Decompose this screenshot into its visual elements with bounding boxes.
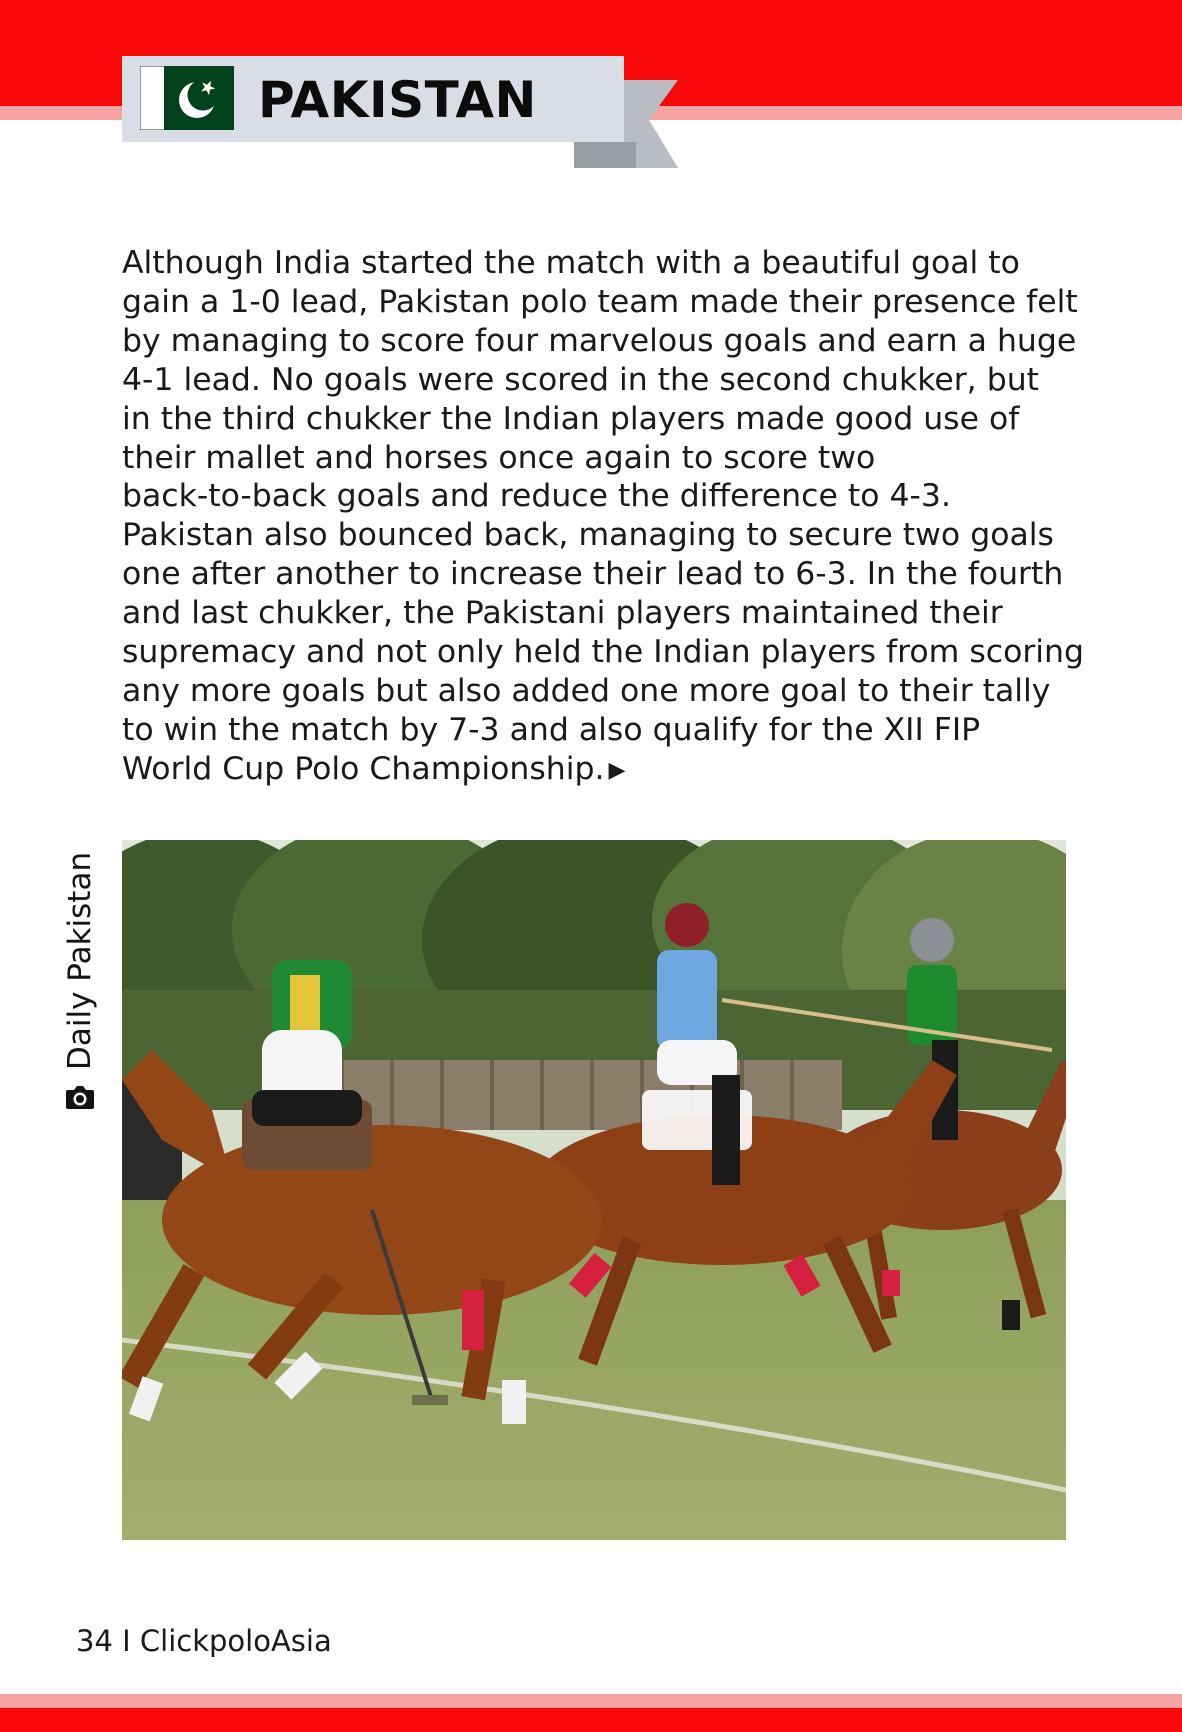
article-line: one after another to increase their lead to 6-3. In the fourth [122, 556, 1064, 593]
polo-match-photo [122, 840, 1066, 1540]
article-line: in the third chukker the Indian players made good use of [122, 400, 1020, 437]
article-body [122, 244, 1085, 791]
article-line: by managing to score four marvelous goals and earn a huge [122, 322, 1077, 359]
article-line-last [122, 750, 1082, 791]
photo-credit-text: Daily Pakistan [62, 851, 98, 1070]
article-line: to win the match by 7-3 and also qualify for the XII FIP [122, 711, 981, 748]
footer-pink-stripe [0, 1694, 1182, 1708]
article-line: their mallet and horses once again to score two [122, 439, 876, 476]
banner-ribbon-shadow [574, 142, 636, 168]
page-footer [76, 1624, 332, 1658]
article-line: Although India started the match with a beautiful goal to [122, 245, 1020, 281]
article-line: Pakistan also bounced back, managing to secure two goals [122, 517, 1054, 554]
footer-red-bar [0, 1708, 1182, 1732]
footer-separator: I [122, 1624, 131, 1658]
publication-name: ClickpoloAsia [139, 1624, 332, 1658]
pakistan-flag-icon [140, 66, 234, 130]
article-line: gain a 1-0 lead, Pakistan polo team made their presence felt [122, 283, 1078, 320]
article-line: supremacy and not only held the Indian players from scoring [122, 634, 1085, 671]
article-line: any more goals but also added one more goal to their tally [122, 672, 1051, 709]
article-line: back-to-back goals and reduce the difference to 4-3. [122, 478, 951, 515]
page-title: PAKISTAN [258, 71, 537, 129]
article-line: World Cup Polo Championship. [122, 750, 605, 787]
photo-credit [62, 852, 98, 1112]
camera-icon [65, 1083, 95, 1111]
article-line: and last chukker, the Pakistani players maintained their [122, 595, 1003, 632]
page-number: 34 [76, 1624, 113, 1658]
article-line: 4-1 lead. No goals were scored in the second chukker, but [122, 361, 1040, 398]
triangle-right-icon: ▶ [608, 757, 626, 783]
